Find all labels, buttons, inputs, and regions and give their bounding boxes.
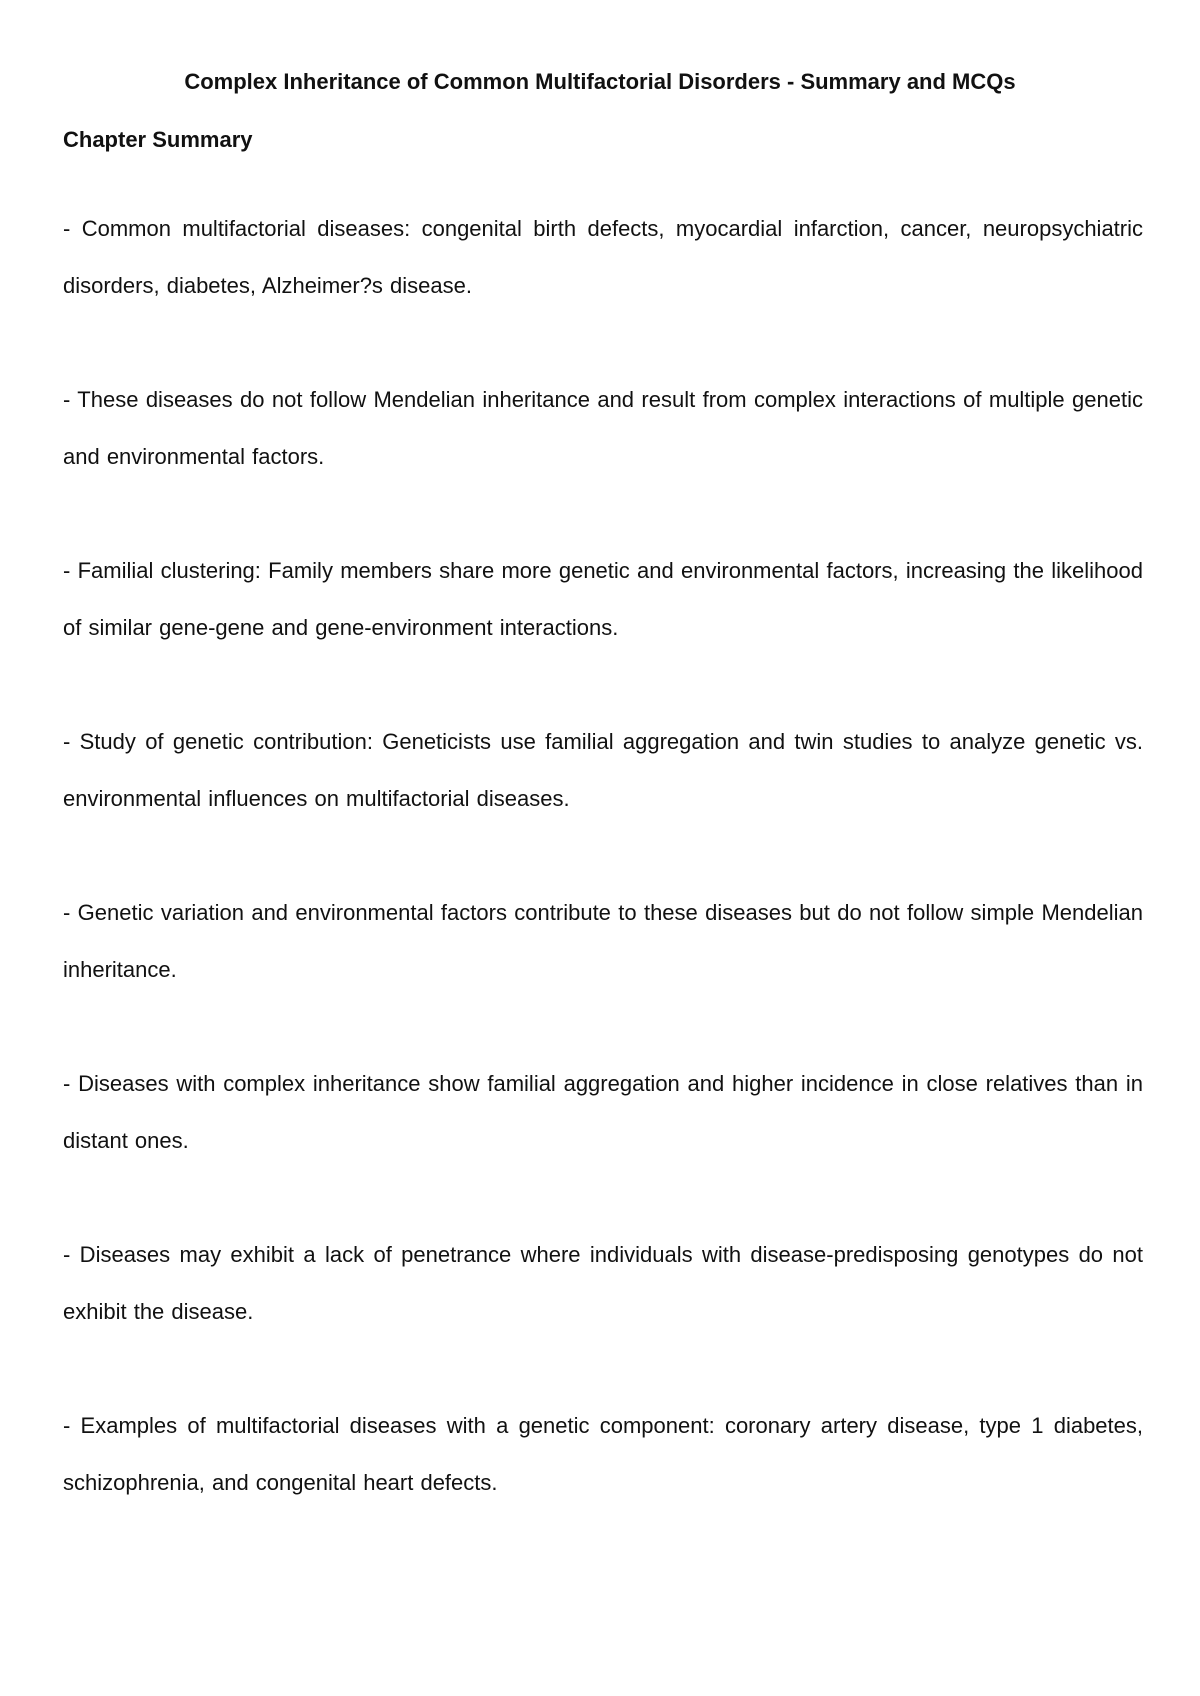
- document-title: Complex Inheritance of Common Multifactorial Disorders - Summary and MCQs: [184, 69, 1016, 94]
- summary-item: - Genetic variation and environmental factors contribute to these diseases but do not follow simple Mendelian inheritance.: [63, 900, 1143, 982]
- summary-item: - Diseases may exhibit a lack of penetrance where individuals with disease-predisposing genotypes do not exhibit the disease.: [63, 1242, 1143, 1324]
- summary-list: [63, 200, 1143, 1568]
- section-heading: Chapter Summary: [63, 127, 253, 152]
- summary-item: - Common multifactorial diseases: congenital birth defects, myocardial infarction, cancer, neuropsychiatric disorders, diabetes, Alzheimer?s disease.: [63, 216, 1143, 298]
- summary-item: - Examples of multifactorial diseases with a genetic component: coronary artery disease, type 1 diabetes, schizophrenia, and congenital heart defects.: [63, 1413, 1143, 1495]
- summary-item: - These diseases do not follow Mendelian inheritance and result from complex interactions of multiple genetic and environmental factors.: [63, 387, 1143, 469]
- summary-item: - Familial clustering: Family members share more genetic and environmental factors, increasing the likelihood of similar gene-gene and gene-environment interactions.: [63, 558, 1143, 640]
- summary-item: - Study of genetic contribution: Geneticists use familial aggregation and twin studies to analyze genetic vs. environmental influences on multifactorial diseases.: [63, 729, 1143, 811]
- summary-item: - Diseases with complex inheritance show familial aggregation and higher incidence in close relatives than in distant ones.: [63, 1071, 1143, 1153]
